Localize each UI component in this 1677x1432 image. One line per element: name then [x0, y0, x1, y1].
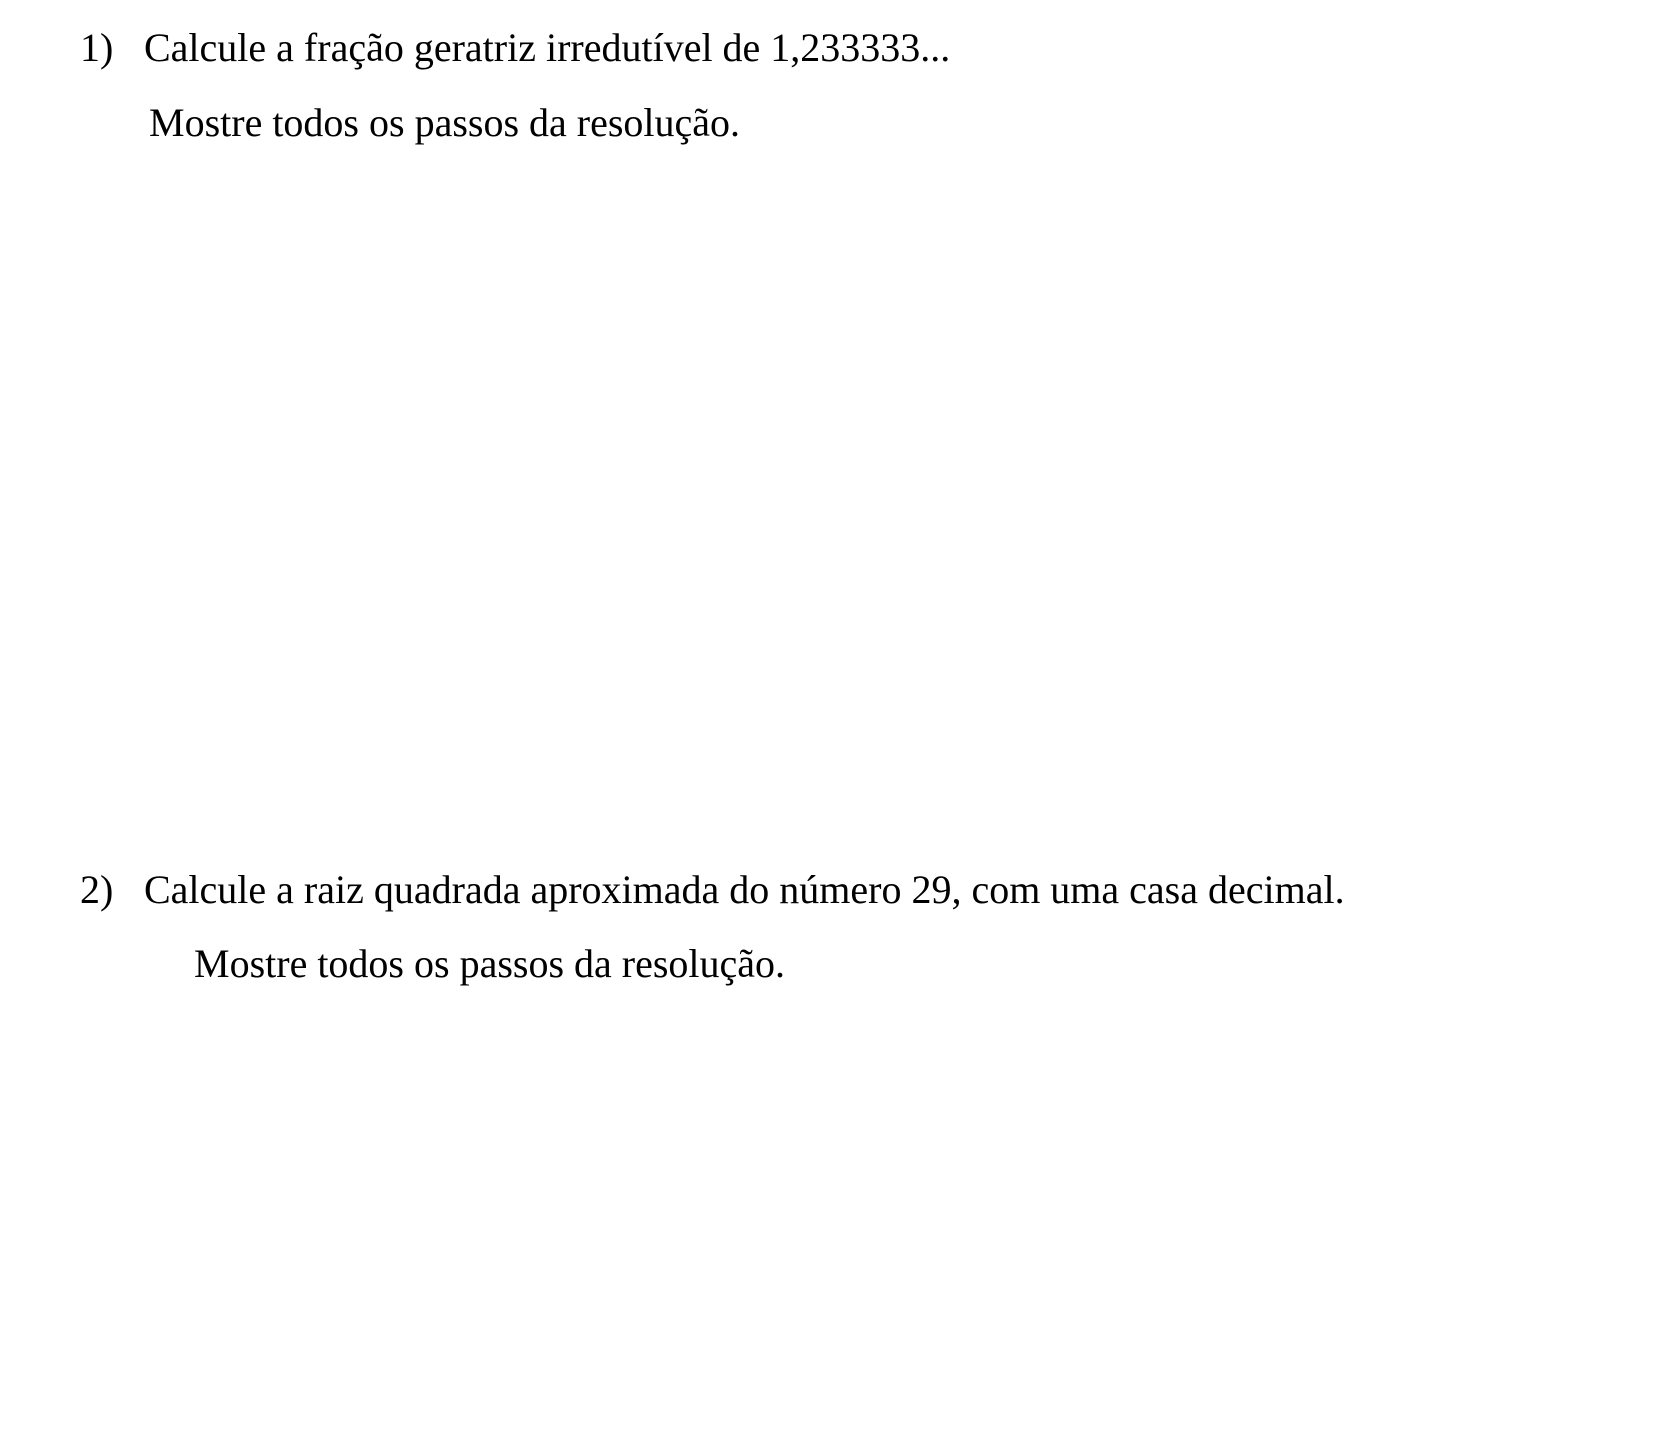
- question-1-number: 1): [80, 25, 114, 70]
- question-2-instruction: Mostre todos os passos da resolução.: [194, 941, 786, 986]
- question-1-prompt: Calcule a fração geratriz irredutível de 1,233333...: [144, 25, 951, 70]
- question-2-number: 2): [80, 867, 114, 912]
- question-2-prompt: Calcule a raiz quadrada aproximada do número 29, com uma casa decimal.: [144, 867, 1345, 912]
- question-1-instruction: Mostre todos os passos da resolução.: [149, 100, 741, 145]
